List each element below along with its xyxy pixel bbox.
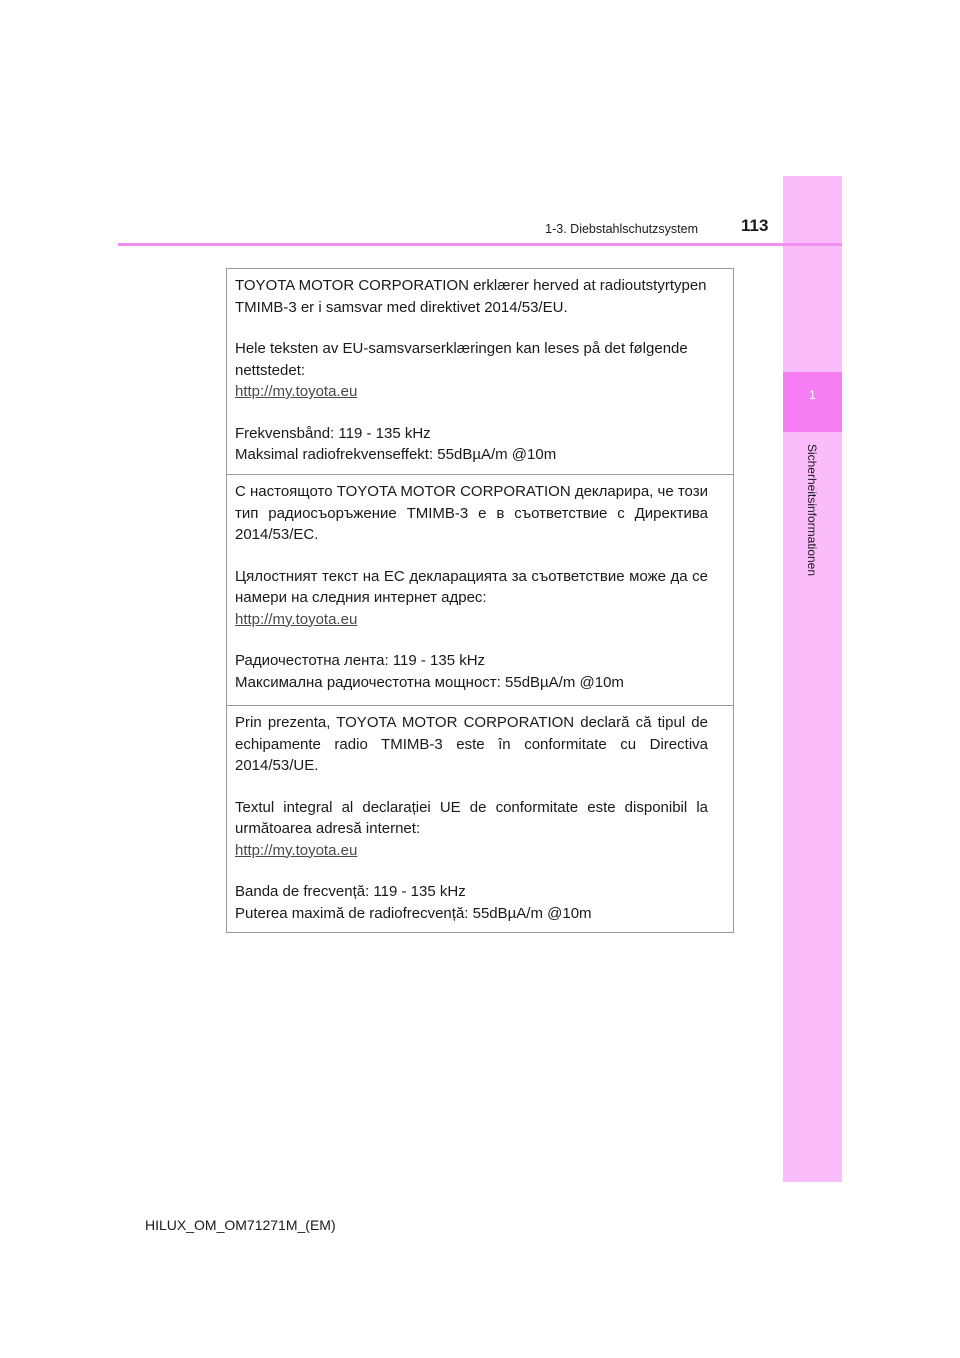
declaration-bulgarian	[226, 474, 734, 705]
declaration-statement: TOYOTA MOTOR CORPORATION erklærer herved at radioutstyrtypen TMIMB-3 er i samsvar med direktivet 2014/53/EU.	[235, 277, 707, 316]
declaration-fulltext: Цялостният текст на ЕС декларацията за съответствие може да се намери на следния интернет адрес:	[235, 567, 708, 606]
declaration-romanian	[226, 705, 734, 933]
manual-code: HILUX_OM_OM71271M_(EM)	[145, 1217, 336, 1233]
page-number: 113	[741, 216, 769, 235]
frequency-band: Радиочестотна лента: 119 - 135 kHz	[235, 652, 486, 669]
chapter-label: Sicherheitsinformationen	[805, 443, 819, 577]
declaration-link[interactable]: http://my.toyota.eu	[235, 610, 358, 628]
header-divider	[118, 243, 842, 246]
declaration-specs	[235, 423, 708, 466]
declaration-link[interactable]: http://my.toyota.eu	[235, 841, 358, 859]
declaration-fulltext: Hele teksten av EU-samsvarserklæringen kan leses på det følgende nettstedet:	[235, 340, 688, 379]
declaration-norwegian	[226, 268, 734, 474]
declaration-fulltext-paragraph	[235, 566, 708, 631]
section-title: 1-3. Diebstahlschutzsystem	[545, 222, 698, 236]
declaration-specs	[235, 650, 708, 693]
chapter-side-tab	[783, 176, 842, 1182]
max-power: Puterea maximă de radiofrecvență: 55dBµA/m @10m	[235, 904, 592, 922]
declaration-fulltext: Textul integral al declarației UE de conformitate este disponibil la următoarea adresă internet:	[235, 798, 708, 837]
declaration-fulltext-paragraph	[235, 797, 708, 862]
declaration-box	[226, 268, 734, 933]
chapter-tab-active	[783, 372, 842, 432]
declaration-fulltext-paragraph	[235, 338, 708, 403]
declaration-specs	[235, 881, 708, 924]
declaration-statement: С настоящото TOYOTA MOTOR CORPORATION декларира, че този тип радиосъоръжение TMIMB-3 е в съответствие с Директива 2014/53/ЕС.	[235, 483, 708, 543]
max-power: Максимална радиочестотна мощност: 55dBµA/m @10m	[235, 673, 624, 691]
max-power: Maksimal radiofrekvenseffekt: 55dBµA/m @10m	[235, 446, 557, 463]
chapter-number: 1	[809, 388, 816, 402]
frequency-band: Frekvensbånd: 119 - 135 kHz	[235, 424, 431, 442]
declaration-link[interactable]: http://my.toyota.eu	[235, 383, 358, 400]
declaration-statement: Prin prezenta, TOYOTA MOTOR CORPORATION declară că tipul de echipamente radio TMIMB-3 este în conformitate cu Directiva 2014/53/UE.	[235, 714, 708, 774]
frequency-band: Banda de frecvență: 119 - 135 kHz	[235, 883, 466, 900]
